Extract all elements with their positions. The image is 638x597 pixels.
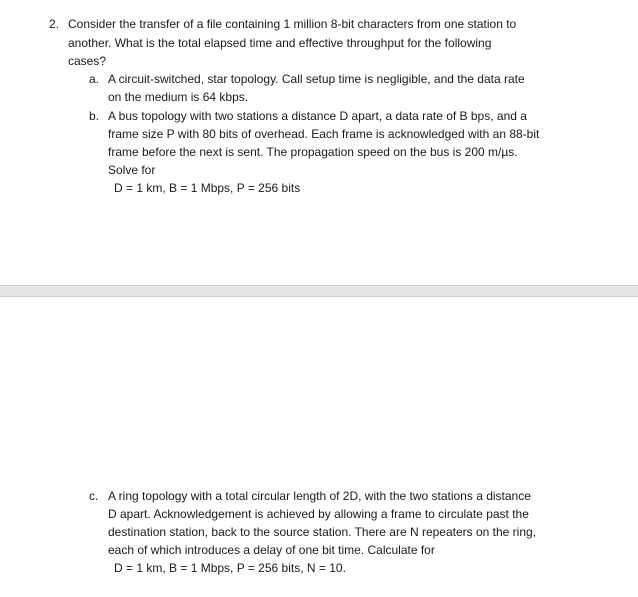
part-c-line: each of which introduces a delay of one bit time. Calculate for <box>108 543 435 557</box>
part-b-label: b. <box>89 109 100 123</box>
part-b-line: Solve for <box>108 163 156 177</box>
part-b-line: frame before the next is sent. The propagation speed on the bus is 200 m/µs. <box>108 145 518 159</box>
part-c-line: A ring topology with a total circular length of 2D, with the two stations a distance <box>108 489 531 503</box>
part-c-values: D = 1 km, B = 1 Mbps, P = 256 bits, N = 10. <box>114 561 346 575</box>
part-a-label: a. <box>89 72 100 86</box>
question-intro-line: another. What is the total elapsed time and effective throughput for the following <box>68 36 492 50</box>
part-a-line: on the medium is 64 kbps. <box>108 90 249 104</box>
page-break <box>0 285 638 297</box>
question-intro-line: Consider the transfer of a file containing 1 million 8-bit characters from one station to <box>68 17 517 31</box>
part-a-line: A circuit-switched, star topology. Call setup time is negligible, and the data rate <box>108 72 525 86</box>
question-intro-line: cases? <box>68 54 107 68</box>
part-c-line: D apart. Acknowledgement is achieved by allowing a frame to circulate past the <box>108 507 529 521</box>
part-c-label: c. <box>89 489 99 503</box>
part-c-line: destination station, back to the source station. There are N repeaters on the ring, <box>108 525 537 539</box>
part-b-values: D = 1 km, B = 1 Mbps, P = 256 bits <box>114 181 301 195</box>
part-b-line: frame size P with 80 bits of overhead. Each frame is acknowledged with an 88-bit <box>108 127 540 141</box>
part-b-line: A bus topology with two stations a distance D apart, a data rate of B bps, and a <box>108 109 527 123</box>
question-number: 2. <box>49 17 60 31</box>
